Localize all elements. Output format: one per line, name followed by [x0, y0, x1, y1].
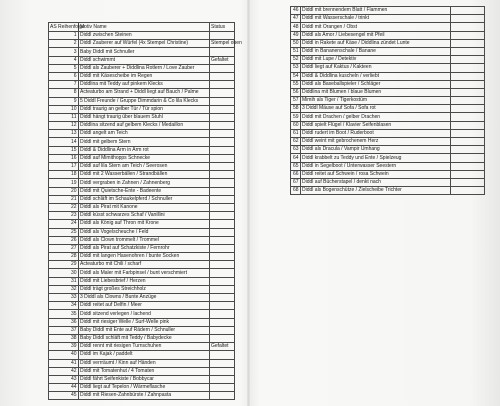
- table-row: [49, 375, 235, 383]
- row-number-cell: 64: [291, 154, 301, 162]
- table-row: [49, 138, 235, 146]
- motif-name-cell: Diddl als Pirat auf Schatzkiste / Fernrohr: [79, 244, 210, 252]
- status-cell: [451, 56, 485, 64]
- row-number-cell: 3: [49, 48, 79, 56]
- motif-name-cell: Diddl rudert im Boot / Ruderboot: [301, 129, 451, 137]
- motif-name-cell: Diddlina mit Blumen / blaue Blumen: [301, 88, 451, 96]
- motif-name-cell: Diddl mit Liebesbrief / Herzen: [79, 277, 210, 285]
- motif-name-cell: Diddl mit Lupe / Detektiv: [301, 56, 451, 64]
- table-row: [291, 23, 485, 31]
- row-number-cell: 7: [49, 81, 79, 89]
- row-number-cell: 19: [49, 179, 79, 187]
- motif-name-cell: Diddl mit gelbem Stern: [79, 138, 210, 146]
- row-number-cell: 60: [291, 121, 301, 129]
- motif-name-cell: Diddl mit brennendem Blatt / Flammen: [301, 7, 451, 15]
- status-cell: [451, 178, 485, 186]
- row-number-cell: 26: [49, 236, 79, 244]
- motif-name-cell: Diddl trägt großes Streichholz: [79, 285, 210, 293]
- motif-name-cell: Diddl liegt auf Kaktus / Kakteen: [301, 64, 451, 72]
- status-cell: [451, 154, 485, 162]
- table-row: [49, 220, 235, 228]
- right-motif-table: [290, 6, 485, 195]
- motif-name-cell: Diddl als Dracula / Vampir Umhang: [301, 146, 451, 154]
- table-row: [49, 261, 235, 269]
- table-row: [49, 367, 235, 375]
- motif-name-cell: Diddl in Rakete auf Käse / Diddlina zündet Lunte: [301, 39, 451, 47]
- table-row: [291, 31, 485, 39]
- motif-name-cell: Diddl liegt auf Tepelon / Wärmeflasche: [79, 384, 210, 392]
- status-cell: [210, 163, 235, 171]
- status-cell: [451, 72, 485, 80]
- table-row: [291, 72, 485, 80]
- row-number-cell: 49: [291, 31, 301, 39]
- row-number-cell: 44: [49, 384, 79, 392]
- motif-name-cell: Diddl mit 2 Wasserbällen / Strandbällen: [79, 171, 210, 179]
- status-cell: [210, 277, 235, 285]
- status-cell: [451, 39, 485, 47]
- table-row: [291, 64, 485, 72]
- status-cell: [210, 89, 235, 97]
- motif-name-cell: Diddl fährt Seifenkiste / Bobbycar: [79, 375, 210, 383]
- table-row: [291, 113, 485, 121]
- motif-name-cell: Diddl & Diddlina Arm in Arm rot: [79, 146, 210, 154]
- row-number-cell: 51: [291, 47, 301, 55]
- row-number-cell: 38: [49, 334, 79, 342]
- motif-name-cell: Diddl sitzend verlegen / lachend: [79, 310, 210, 318]
- row-number-cell: 27: [49, 244, 79, 252]
- status-cell: [210, 220, 235, 228]
- status-cell: [210, 351, 235, 359]
- motif-name-cell: Diddl zwischen Steinen: [79, 32, 210, 40]
- table-row: [49, 171, 235, 179]
- status-cell: [210, 154, 235, 162]
- status-cell: Gefaltet: [210, 343, 235, 351]
- status-cell: [210, 261, 235, 269]
- row-number-cell: 52: [291, 56, 301, 64]
- left-motif-table: [48, 22, 242, 400]
- row-number-cell: 57: [291, 97, 301, 105]
- table-row: [291, 146, 485, 154]
- status-cell: [210, 294, 235, 302]
- motif-name-cell: Diddl mit Wasserschale / trinkt: [301, 15, 451, 23]
- table-row: [49, 81, 235, 89]
- table-row: [49, 122, 235, 130]
- row-number-cell: 29: [49, 261, 79, 269]
- status-cell: [210, 72, 235, 80]
- table-row: [291, 97, 485, 105]
- row-number-cell: 28: [49, 253, 79, 261]
- motif-name-cell: Diddl in Bananenschale / Banane: [301, 47, 451, 55]
- motif-name-cell: Diddl als Baseballspieler / Schläger: [301, 80, 451, 88]
- status-cell: [210, 367, 235, 375]
- motif-name-cell: Diddl mit riesiger Welle / Surf-Welle pink: [79, 318, 210, 326]
- table-row: [49, 302, 235, 310]
- table-row: [49, 326, 235, 334]
- table-row: [49, 244, 235, 252]
- status-cell: [451, 47, 485, 55]
- row-number-cell: 5: [49, 64, 79, 72]
- row-number-cell: 22: [49, 203, 79, 211]
- header-order: AS Reihenfolge: [50, 23, 85, 30]
- motif-name-cell: Diddl als Vogelscheuche / Feld: [79, 228, 210, 236]
- table-row: [291, 39, 485, 47]
- row-number-cell: 17: [49, 163, 79, 171]
- status-cell: Stempel oben: [211, 40, 242, 47]
- table-row: [291, 178, 485, 186]
- row-number-cell: 10: [49, 105, 79, 113]
- table-row: [291, 15, 485, 23]
- status-cell: [210, 269, 235, 277]
- motif-name-cell: Diddl traurig an gelber Tür / Tür spion: [79, 105, 210, 113]
- status-cell: [451, 162, 485, 170]
- page-fold: [247, 0, 250, 406]
- motif-name-cell: 3 Diddl als Clowns / Bunte Anzüge: [79, 294, 210, 302]
- status-cell: [451, 7, 485, 15]
- status-cell: [210, 32, 235, 40]
- row-number-cell: 8: [49, 89, 79, 97]
- row-number-cell: 58: [291, 105, 301, 113]
- motif-name-cell: Diddl Zauberer auf Würfel (4x Stempel Christine): [79, 40, 210, 48]
- motif-name-cell: Diddl schwimmt: [79, 56, 210, 64]
- row-number-cell: 62: [291, 138, 301, 146]
- row-number-cell: 9: [49, 97, 79, 105]
- table-row: [49, 48, 235, 56]
- status-cell: [210, 195, 235, 203]
- table-row: [49, 163, 235, 171]
- motif-name-cell: Diddl als Zauberer + Diddlina Rotlern / Love Zauber: [79, 64, 210, 72]
- status-cell: [210, 48, 235, 56]
- status-cell: [210, 285, 235, 293]
- row-number-cell: 18: [49, 171, 79, 179]
- row-number-cell: 21: [49, 195, 79, 203]
- motif-name-cell: Diddl verrräumt / Kinn auf Händen: [79, 359, 210, 367]
- row-number-cell: 4: [49, 56, 79, 64]
- table-row: [291, 80, 485, 88]
- motif-name-cell: Diddl weint mit gebrochenem Herz: [301, 138, 451, 146]
- table-row: [49, 310, 235, 318]
- row-number-cell: 34: [49, 302, 79, 310]
- status-cell: [451, 121, 485, 129]
- row-number-cell: 66: [291, 170, 301, 178]
- table-row: [49, 195, 235, 203]
- table-row: [49, 359, 235, 367]
- status-cell: [210, 318, 235, 326]
- table-row: [291, 187, 485, 195]
- table-row: [291, 56, 485, 64]
- table-row: [291, 7, 485, 15]
- motif-name-cell: Diddl mit Tomatenhut / 4 Tomaten: [79, 367, 210, 375]
- motif-name-cell: Diddl als Maler mit Farbpinsel / bunt verschmiert: [79, 269, 210, 277]
- motif-name-cell: Diddl auf Mimithopps Schnecke: [79, 154, 210, 162]
- row-number-cell: 2: [49, 40, 79, 48]
- status-cell: [210, 253, 235, 261]
- status-cell: [451, 170, 485, 178]
- table-row: [49, 113, 235, 121]
- status-cell: [210, 212, 235, 220]
- row-number-cell: 25: [49, 228, 79, 236]
- motif-name-cell: Diddl als Clown trommelt / Trommel: [79, 236, 210, 244]
- motif-name-cell: Diddl auf Bücherstapel / denkt nach: [301, 178, 451, 186]
- row-number-cell: 63: [291, 146, 301, 154]
- status-cell: [210, 244, 235, 252]
- table-row: [49, 269, 235, 277]
- table-row: [49, 89, 235, 97]
- table-row: [49, 56, 235, 64]
- status-cell: [451, 80, 485, 88]
- row-number-cell: 20: [49, 187, 79, 195]
- row-number-cell: 55: [291, 80, 301, 88]
- status-cell: [210, 326, 235, 334]
- motif-name-cell: Diddl auf lila Stern am Teich / Seerosen: [79, 163, 210, 171]
- motif-name-cell: Baby Diddl mit Schnuller: [79, 48, 210, 56]
- status-cell: [210, 392, 235, 400]
- status-cell: [210, 359, 235, 367]
- motif-name-cell: Diddl mit Drachen / gelber Drachen: [301, 113, 451, 121]
- row-number-cell: 61: [291, 129, 301, 137]
- table-row: [49, 154, 235, 162]
- row-number-cell: 65: [291, 162, 301, 170]
- motif-name-cell: Mimih als Tiger / Tigerkostüm: [301, 97, 451, 105]
- motif-name-cell: Diddl als König auf Thron mit Krone: [79, 220, 210, 228]
- table-row: [291, 121, 485, 129]
- motif-name-cell: Diddl hängt traurig über blauem Stuhl: [79, 113, 210, 121]
- table-row: [49, 146, 235, 154]
- table-row: [49, 236, 235, 244]
- table-row: [49, 343, 235, 351]
- table-row: [49, 228, 235, 236]
- table-row: [291, 105, 485, 113]
- table-row: [49, 212, 235, 220]
- motif-name-cell: Baby Diddl schläft mit Teddy / Babydecke: [79, 334, 210, 342]
- table-row: [49, 130, 235, 138]
- row-number-cell: 39: [49, 343, 79, 351]
- status-cell: [210, 146, 235, 154]
- status-cell: [210, 203, 235, 211]
- motif-name-cell: Diddl mit Riesen-Zahnbürste / Zahnpasta: [79, 392, 210, 400]
- row-number-cell: 6: [49, 72, 79, 80]
- status-cell: [210, 122, 235, 130]
- motif-name-cell: Diddl als Pirat mit Kanone: [79, 203, 210, 211]
- status-cell: Gefaltet: [210, 56, 235, 64]
- row-number-cell: 36: [49, 318, 79, 326]
- row-number-cell: 67: [291, 178, 301, 186]
- row-number-cell: 1: [49, 32, 79, 40]
- motif-name-cell: Diddl als Bogenschütze / Zielscheibe Trichter: [301, 187, 451, 195]
- table-row: [49, 277, 235, 285]
- motif-name-cell: Diddl als Amor / Liebesengel mit Pfeil: [301, 31, 451, 39]
- row-number-cell: 13: [49, 130, 79, 138]
- status-cell: [210, 384, 235, 392]
- status-cell: [210, 81, 235, 89]
- row-number-cell: 47: [291, 15, 301, 23]
- motif-name-cell: Diddl küsst schwarzes Schaf / Vanillini: [79, 212, 210, 220]
- motif-name-cell: 5 Diddl Freunde / Gruppe Dimmdarin & Co lila Klecks: [79, 97, 210, 105]
- table-row: [291, 138, 485, 146]
- status-cell: [210, 302, 235, 310]
- status-cell: [451, 97, 485, 105]
- table-row: [49, 253, 235, 261]
- motif-name-cell: Diddl mit Käsescheibe im Regen: [79, 72, 210, 80]
- row-number-cell: 68: [291, 187, 301, 195]
- status-cell: [451, 88, 485, 96]
- header-motif-name: Motiv Name: [79, 23, 210, 32]
- motif-name-cell: Diddl angelt am Teich: [79, 130, 210, 138]
- row-number-cell: 32: [49, 285, 79, 293]
- table-row: [291, 88, 485, 96]
- header-status: Status: [210, 23, 235, 32]
- table-row: [49, 334, 235, 342]
- status-cell: [210, 171, 235, 179]
- status-cell: [451, 138, 485, 146]
- row-number-cell: 54: [291, 72, 301, 80]
- row-number-cell: 16: [49, 154, 79, 162]
- row-number-cell: 40: [49, 351, 79, 359]
- table-row: [291, 162, 485, 170]
- status-cell: [210, 97, 235, 105]
- motif-name-cell: Diddl in Segelboot / Unterwasser Seestern: [301, 162, 451, 170]
- motif-name-cell: Diddl im Kajak / paddelt: [79, 351, 210, 359]
- table-row: [49, 392, 235, 400]
- status-cell: [210, 113, 235, 121]
- row-number-cell: 42: [49, 367, 79, 375]
- motif-name-cell: Diddl reitet auf Delfin / Meer: [79, 302, 210, 310]
- row-number-cell: 41: [49, 359, 79, 367]
- status-cell: [451, 187, 485, 195]
- row-number-cell: 23: [49, 212, 79, 220]
- status-cell: [451, 31, 485, 39]
- row-number-cell: 46: [291, 7, 301, 15]
- row-number-cell: 35: [49, 310, 79, 318]
- status-cell: [451, 105, 485, 113]
- motif-name-cell: 3 Diddl Mäuse auf Sofa / Sofa rot: [301, 105, 451, 113]
- table-row: [291, 170, 485, 178]
- row-number-cell: 14: [49, 138, 79, 146]
- row-number-cell: 48: [291, 23, 301, 31]
- motif-name-cell: Diddl spielt Flügel / Klavier Seifenblasen: [301, 121, 451, 129]
- status-cell: [451, 23, 485, 31]
- row-number-cell: 37: [49, 326, 79, 334]
- status-cell: [451, 64, 485, 72]
- row-number-cell: 45: [49, 392, 79, 400]
- status-cell: [210, 375, 235, 383]
- row-number-cell: 33: [49, 294, 79, 302]
- table-row: [49, 285, 235, 293]
- table-row: [49, 351, 235, 359]
- table-row: [49, 32, 235, 40]
- status-cell: [451, 146, 485, 154]
- status-cell: [210, 310, 235, 318]
- status-cell: [451, 129, 485, 137]
- row-number-cell: 24: [49, 220, 79, 228]
- row-number-cell: 11: [49, 113, 79, 121]
- table-row: [49, 72, 235, 80]
- row-number-cell: 15: [49, 146, 79, 154]
- motif-name-cell: Diddl schläft im Schaukelpferd / Schnuller: [79, 195, 210, 203]
- row-number-cell: 43: [49, 375, 79, 383]
- status-cell: [210, 187, 235, 195]
- row-number-cell: 31: [49, 277, 79, 285]
- status-cell: [451, 15, 485, 23]
- motif-name-cell: Acteaturbo am Strand + Diddl liegt auf Bauch / Palme: [79, 89, 210, 97]
- status-cell: [210, 228, 235, 236]
- status-cell: [210, 130, 235, 138]
- table-row: [291, 47, 485, 55]
- motif-name-cell: Diddl mit langen Hasenohren / bunte Socken: [79, 253, 210, 261]
- table-row: [49, 384, 235, 392]
- table-row: [291, 154, 485, 162]
- motif-name-cell: Diddlina mit Teddy auf pinkem Klecks: [79, 81, 210, 89]
- table-row: [291, 129, 485, 137]
- table-row: [49, 203, 235, 211]
- status-cell: [210, 105, 235, 113]
- motif-name-cell: Diddl krabbelt zu Teddy und Ente / Spielzeug: [301, 154, 451, 162]
- status-cell: [210, 236, 235, 244]
- row-number-cell: 56: [291, 88, 301, 96]
- motif-name-cell: Diddl mit Quietsche-Ente - Badeente: [79, 187, 210, 195]
- motif-name-cell: Diddl mit Orangen / Obst: [301, 23, 451, 31]
- table-row: [49, 97, 235, 105]
- status-cell: [210, 138, 235, 146]
- status-cell: [210, 179, 235, 187]
- status-cell: [210, 64, 235, 72]
- table-row: [49, 40, 235, 48]
- table-row: [49, 294, 235, 302]
- status-cell: [451, 113, 485, 121]
- motif-name-cell: Diddl & Diddlina kuscheln / verliebt: [301, 72, 451, 80]
- table-row: [49, 318, 235, 326]
- table-row: [49, 64, 235, 72]
- status-cell: [210, 334, 235, 342]
- motif-name-cell: Diddl rennt mit riesigen Turnschuhen: [79, 343, 210, 351]
- row-number-cell: 30: [49, 269, 79, 277]
- row-number-cell: 12: [49, 122, 79, 130]
- motif-name-cell: Diddl reitet auf Schwein / rosa Schwein: [301, 170, 451, 178]
- row-number-cell: 53: [291, 64, 301, 72]
- table-header-row: [49, 23, 235, 32]
- table-row: [49, 187, 235, 195]
- motif-name-cell: Acteaturbo mit Chili / scharf: [79, 261, 210, 269]
- table-row: [49, 105, 235, 113]
- motif-name-cell: Diddlina sitzend auf gelbem Klecks / Medaillon: [79, 122, 210, 130]
- table-row: [49, 179, 235, 187]
- row-number-cell: 59: [291, 113, 301, 121]
- motif-name-cell: Baby Diddl mit Ente auf Rädern / Schnuller: [79, 326, 210, 334]
- motif-name-cell: Diddl vergraben in Zahnen / Zahnenberg: [79, 179, 210, 187]
- row-number-cell: 50: [291, 39, 301, 47]
